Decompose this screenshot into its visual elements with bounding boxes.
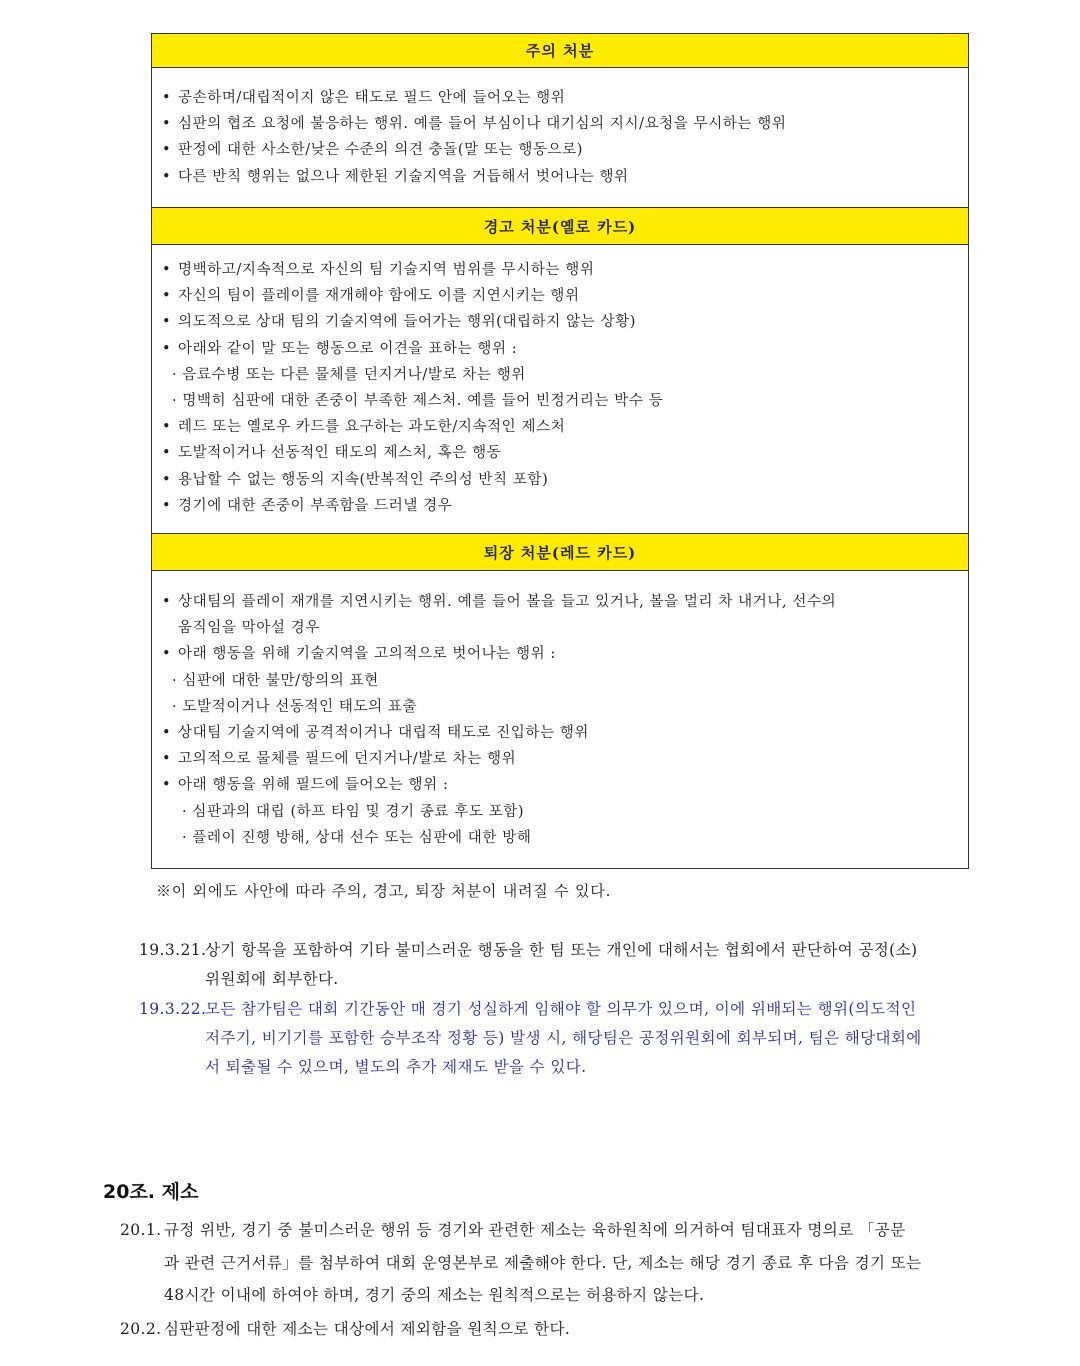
caution-header	[152, 34, 968, 68]
bullet-icon: •	[162, 90, 172, 106]
rule-number: 20.2.	[120, 1320, 162, 1338]
list-item: • 아래와 같이 말 또는 행동으로 이견을 표하는 행위 :	[162, 336, 968, 362]
article-number: 19.3.21.	[139, 941, 207, 959]
warning-header	[152, 208, 968, 245]
list-item: • 심판의 협조 요청에 불응하는 행위. 예를 들어 부심이나 대기심의 지시/요청을 무시하는 행위	[162, 111, 968, 137]
bullet-icon: •	[162, 751, 172, 768]
sub-item: · 도발적이거나 선동적인 태도의 표출	[172, 698, 418, 715]
warning-title: 경고 처분(옐로 카드)	[483, 217, 637, 236]
article-text: 저주기, 비기기를 포함한 승부조작 정황 등) 발생 시, 해당팀은 공정위원회에 회부되며, 팀은 해당대회에	[205, 1029, 922, 1047]
bullet-icon: •	[162, 777, 172, 794]
rule-20-1	[120, 1214, 921, 1312]
list-item: • 의도적으로 상대 팀의 기술지역에 들어가는 행위(대립하지 않는 상황)	[162, 309, 968, 335]
list-item: • 경기에 대한 존중이 부족함을 드러낼 경우	[162, 493, 968, 519]
bullet-icon: •	[162, 646, 172, 663]
article-19-3-21	[139, 936, 917, 994]
rule-text: 48시간 이내에 하여야 하며, 경기 중의 제소는 원칙적으로는 허용하지 않는다.	[164, 1286, 705, 1304]
article-text: 서 퇴출될 수 있으며, 별도의 추가 제재도 받을 수 있다.	[205, 1058, 587, 1076]
caution-list	[152, 68, 968, 208]
article-text: 위원회에 회부한다.	[205, 970, 339, 988]
list-item: • 공손하며/대립적이지 않은 태도로 필드 안에 들어오는 행위	[162, 85, 968, 111]
sub-item: · 음료수병 또는 다른 물체를 던지거나/발로 차는 행위	[172, 366, 526, 383]
bullet-icon: •	[162, 314, 172, 331]
bullet-icon: •	[162, 142, 172, 159]
bullet-icon: •	[162, 340, 172, 357]
bullet-icon: •	[162, 168, 172, 185]
sub-item: · 명백히 심판에 대한 존중이 부족한 제스처. 예를 들어 빈정거리는 박수 등	[172, 392, 664, 409]
article-text: 상기 항목을 포함하여 기타 불미스러운 행동을 한 팀 또는 개인에 대해서는 협회에서 판단하여 공정(소)	[205, 941, 918, 959]
rule-text: 규정 위반, 경기 중 불미스러운 행위 등 경기와 관련한 제소는 육하원칙에 의거하여 팀대표자 명의로 「공문	[164, 1221, 906, 1239]
bullet-icon: •	[162, 724, 172, 741]
warning-list	[152, 245, 968, 534]
sendoff-list	[152, 571, 968, 868]
caution-title: 주의 처분	[525, 42, 595, 60]
list-item: • 다른 반칙 행위는 없으나 제한된 기술지역을 거듭해서 벗어나는 행위	[162, 164, 968, 190]
list-item: • 아래 행동을 위해 필드에 들어오는 행위 :	[162, 772, 968, 798]
list-item: • 아래 행동을 위해 기술지역을 고의적으로 벗어나는 행위 :	[162, 641, 968, 667]
bullet-icon: •	[162, 471, 172, 488]
rule-text: 심판판정에 대한 제소는 대상에서 제외함을 원칙으로 한다.	[164, 1320, 571, 1338]
bullet-icon: •	[162, 116, 172, 133]
list-item-continued: 움직임을 막아설 경우	[178, 620, 320, 637]
bullet-icon: •	[162, 419, 172, 436]
rule-text: 과 관련 근거서류」를 첨부하여 대회 운영본부로 제출해야 한다. 단, 제소는 해당 경기 종료 후 다음 경기 또는	[164, 1253, 922, 1272]
list-item: • 명백하고/지속적으로 자신의 팀 기술지역 범위를 무시하는 행위	[162, 257, 968, 283]
chapter-heading: 20조. 제소	[103, 1181, 199, 1203]
list-item: • 레드 또는 옐로우 카드를 요구하는 과도한/지속적인 제스처	[162, 414, 968, 440]
list-item: • 판정에 대한 사소한/낮은 수준의 의견 충돌(말 또는 행동으로)	[162, 137, 968, 163]
sendoff-header	[152, 534, 968, 571]
rule-number: 20.1.	[120, 1221, 162, 1239]
list-item: • 용납할 수 없는 행동의 지속(반복적인 주의성 반칙 포함)	[162, 467, 968, 493]
list-item: • 상대팀 기술지역에 공격적이거나 대립적 태도로 진입하는 행위	[162, 720, 968, 746]
list-item: • 상대팀의 플레이 재개를 지연시키는 행위. 예를 들어 볼을 들고 있거나, 볼을 멀리 차 내거나, 선수의	[162, 589, 968, 615]
table-footnote: ※이 외에도 사안에 따라 주의, 경고, 퇴장 처분이 내려질 수 있다.	[156, 882, 612, 900]
discipline-table	[151, 33, 969, 869]
bullet-icon: •	[162, 288, 172, 305]
sub-item: · 플레이 진행 방해, 상대 선수 또는 심판에 대한 방해	[182, 829, 532, 846]
rule-20-2	[120, 1313, 570, 1346]
sendoff-title: 퇴장 처분(레드 카드)	[483, 543, 637, 562]
article-19-3-22	[139, 995, 922, 1082]
article-number: 19.3.22.	[139, 1000, 207, 1018]
sub-item: · 심판에 대한 불만/항의의 표현	[172, 672, 379, 689]
bullet-icon: •	[162, 594, 172, 610]
bullet-icon: •	[162, 445, 172, 462]
list-item: • 도발적이거나 선동적인 태도의 제스처, 혹은 행동	[162, 440, 968, 466]
list-item: • 자신의 팀이 플레이를 재개해야 함에도 이를 지연시키는 행위	[162, 283, 968, 309]
bullet-icon: •	[162, 262, 172, 278]
sub-item: · 심판과의 대립 (하프 타임 및 경기 종료 후도 포함)	[182, 803, 525, 820]
list-item: • 고의적으로 물체를 필드에 던지거나/발로 차는 행위	[162, 746, 968, 772]
article-text: 모든 참가팀은 대회 기간동안 매 경기 성실하게 임해야 할 의무가 있으며, 이에 위배되는 행위(의도적인	[205, 1000, 917, 1018]
bullet-icon: •	[162, 497, 172, 514]
